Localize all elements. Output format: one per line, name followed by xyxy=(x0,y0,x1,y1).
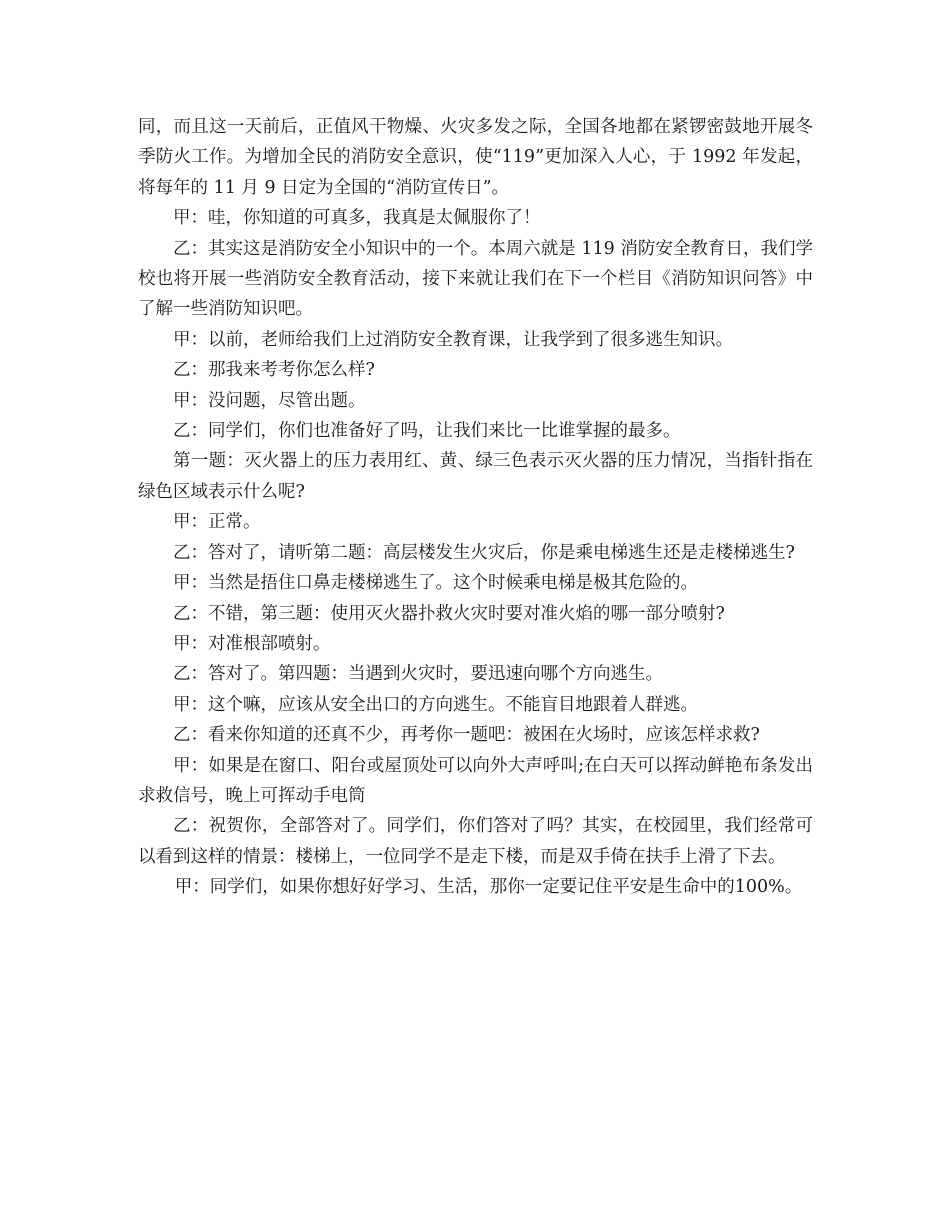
paragraph-dialogue-yi: 乙：祝贺你，全部答对了。同学们，你们答对了吗？其实，在校园里，我们经常可以看到这样的情景：楼梯上，一位同学不是走下楼，而是双手倚在扶手上滑了下去。 xyxy=(138,816,813,867)
paragraph-dialogue-jia: 甲：同学们，如果你想好好学习、生活，那你一定要记住平安是生命中的100%。 xyxy=(174,877,803,898)
paragraph-dialogue-yi: 乙：答对了，请听第二题：高层楼发生火灾后，你是乘电梯逃生还是走楼梯逃生? xyxy=(173,542,795,563)
document-body xyxy=(138,112,813,903)
paragraph-dialogue-jia: 甲：如果是在窗口、阳台或屋顶处可以向外大声呼叫;在白天可以挥动鲜艳布条发出求救信号，晚上可挥动手电筒 xyxy=(138,755,813,806)
paragraph-dialogue-yi: 乙：那我来考考你怎么样? xyxy=(173,360,375,381)
paragraph-continued: 同，而且这一天前后，正值风干物燥、火灾多发之际，全国各地都在紧锣密鼓地开展冬季防火工作。为增加全民的消防安全意识，使“119”更加深入人心，于 1992 年发起，将每年的 11 月 9 日定为全国的“消防宣传日”。 xyxy=(138,117,813,198)
paragraph-dialogue-jia: 甲：哇，你知道的可真多，我真是太佩服你了！ xyxy=(173,208,541,229)
paragraph-dialogue-jia: 甲：当然是捂住口鼻走楼梯逃生了。这个时候乘电梯是极其危险的。 xyxy=(173,573,698,594)
paragraph-dialogue-jia: 甲：以前，老师给我们上过消防安全教育课，让我学到了很多逃生知识。 xyxy=(173,329,733,350)
paragraph-dialogue-jia: 甲：正常。 xyxy=(173,512,261,533)
paragraph-dialogue-jia: 甲：这个嘛，应该从安全出口的方向逃生。不能盲目地跟着人群逃。 xyxy=(173,694,698,715)
paragraph-dialogue-yi: 乙：不错，第三题：使用灭火器扑救火灾时要对准火焰的哪一部分喷射? xyxy=(173,603,725,624)
paragraph-dialogue-jia: 甲：没问题，尽管出题。 xyxy=(173,390,366,411)
paragraph-dialogue-jia: 甲：对准根部喷射。 xyxy=(173,633,331,654)
paragraph-dialogue-yi: 乙：答对了。第四题：当遇到火灾时，要迅速向哪个方向逃生。 xyxy=(173,664,663,685)
paragraph-question-1: 第一题：灭火器上的压力表用红、黄、绿三色表示灭火器的压力情况，当指针指在绿色区域表示什么呢? xyxy=(138,451,813,502)
paragraph-dialogue-yi: 乙：同学们，你们也准备好了吗，让我们来比一比谁掌握的最多。 xyxy=(173,421,681,442)
paragraph-dialogue-yi: 乙：看来你知道的还真不少，再考你一题吧：被困在火场时，应该怎样求救? xyxy=(173,725,760,746)
paragraph-dialogue-yi: 乙：其实这是消防安全小知识中的一个。本周六就是 119 消防安全教育日，我们学校也将开展一些消防安全教育活动，接下来就让我们在下一个栏目《消防知识问答》中了解一些消防知识吧。 xyxy=(138,238,813,320)
